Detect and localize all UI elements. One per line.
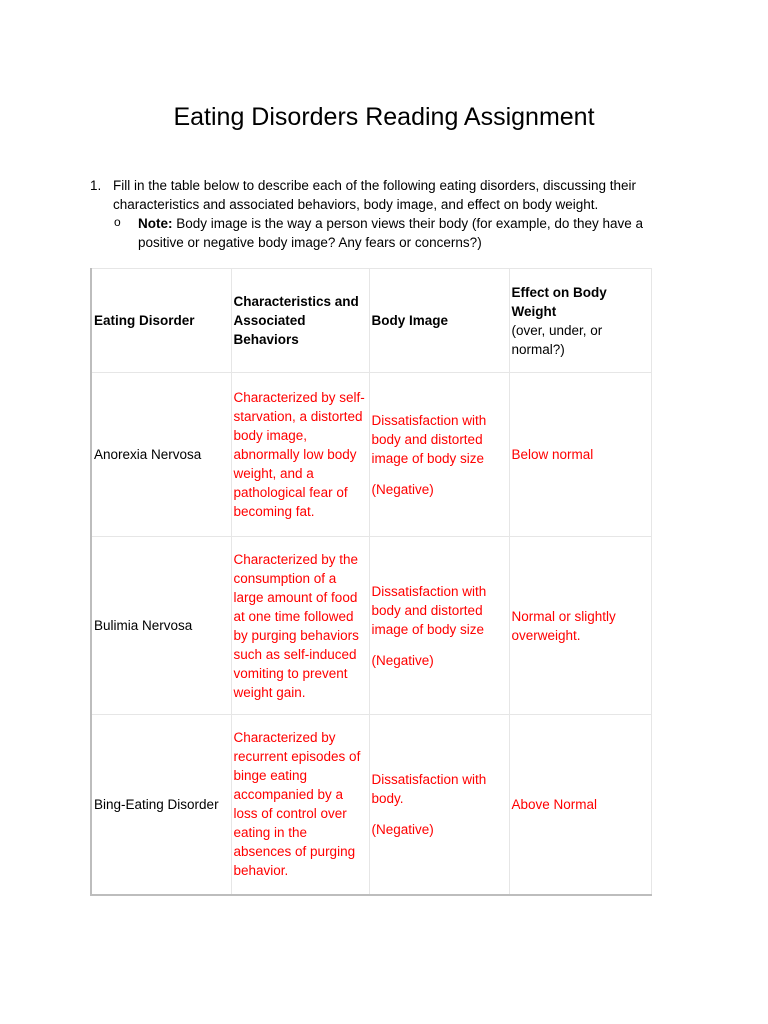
disorder-name: Anorexia Nervosa <box>91 373 231 537</box>
question-number: 1. <box>90 178 102 193</box>
body-image-text: Dissatisfaction with body and distorted image of body size <box>371 412 487 466</box>
table-row <box>91 373 651 537</box>
note-text: Body image is the way a person views their body (for example, do they have a positive or negative body image? Any fears or concerns?) <box>138 216 643 250</box>
body-image-tag: (Negative) <box>371 821 434 837</box>
characteristics-cell: Characterized by recurrent episodes of binge eating accompanied by a loss of control over eating in the absences of purging behavior. <box>231 715 369 895</box>
effect-cell: Above Normal <box>509 715 651 895</box>
note-label: Note: <box>138 216 173 231</box>
header-effect-sub: (over, under, or normal?) <box>511 322 603 357</box>
header-effect <box>509 269 651 373</box>
header-body-image: Body Image <box>369 269 509 373</box>
effect-cell: Normal or slightly overweight. <box>509 537 651 715</box>
body-image-text: Dissatisfaction with body and distorted image of body size <box>371 583 487 637</box>
body-image-text: Dissatisfaction with body. <box>371 771 487 806</box>
header-characteristics: Characteristics and Associated Behaviors <box>231 269 369 373</box>
page-title: Eating Disorders Reading Assignment <box>173 103 595 131</box>
table-row <box>91 537 651 715</box>
question-text: Fill in the table below to describe each of the following eating disorders, discussing their characteristics and associated behaviors, body image, and effect on body weight. <box>113 178 637 212</box>
characteristics-cell: Characterized by self-starvation, a distorted body image, abnormally low body weight, and a pathological fear of becoming fat. <box>231 373 369 537</box>
table-header-row <box>91 269 651 373</box>
body-image-cell <box>369 373 509 537</box>
bullet-icon: o <box>114 215 121 229</box>
body-image-tag: (Negative) <box>371 481 434 497</box>
effect-cell: Below normal <box>509 373 651 537</box>
table-row <box>91 715 651 895</box>
body-image-cell <box>369 715 509 895</box>
note-text-wrap <box>138 214 672 252</box>
body-image-tag: (Negative) <box>371 652 434 668</box>
disorder-name: Bulimia Nervosa <box>91 537 231 715</box>
characteristics-cell: Characterized by the consumption of a large amount of food at one time followed by purging behaviors such as self-induced vomiting to prevent weight gain. <box>231 537 369 715</box>
eating-disorders-table <box>90 268 652 896</box>
disorder-name: Bing-Eating Disorder <box>91 715 231 895</box>
header-effect-title: Effect on Body Weight <box>511 284 607 319</box>
header-eating-disorder: Eating Disorder <box>91 269 231 373</box>
body-image-cell <box>369 537 509 715</box>
